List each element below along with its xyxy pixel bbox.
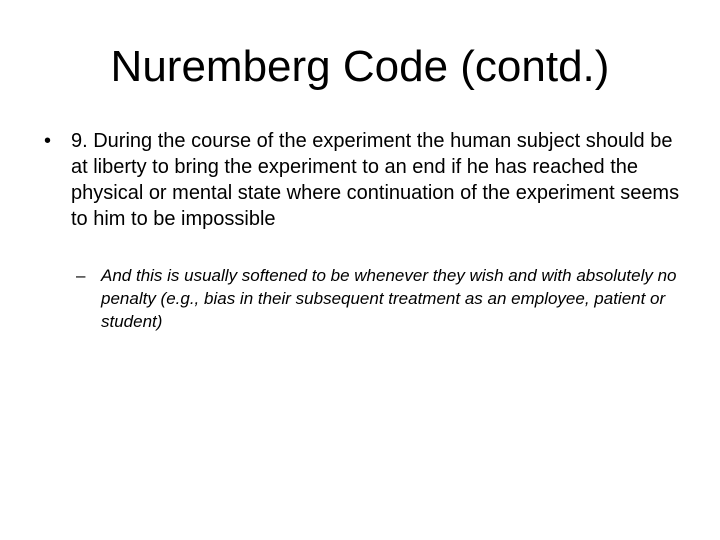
bullet-marker: • [44,130,52,152]
bullet-item [44,128,684,232]
sub-bullet-item [76,264,686,333]
bullet-text: 9. During the course of the experiment the human subject should be at liberty to bring the experiment to an end if he has reached the physical or mental state where continuation of the experiment seems to him to be impossible [71,130,680,230]
slide-title: Nuremberg Code (contd.) [110,42,610,91]
sub-bullet-marker: – [76,266,86,285]
sub-bullet-text: And this is usually softened to be whenever they wish and with absolutely no penalty (e.g., bias in their subsequent treatment as an employee, patient or student) [101,266,677,331]
